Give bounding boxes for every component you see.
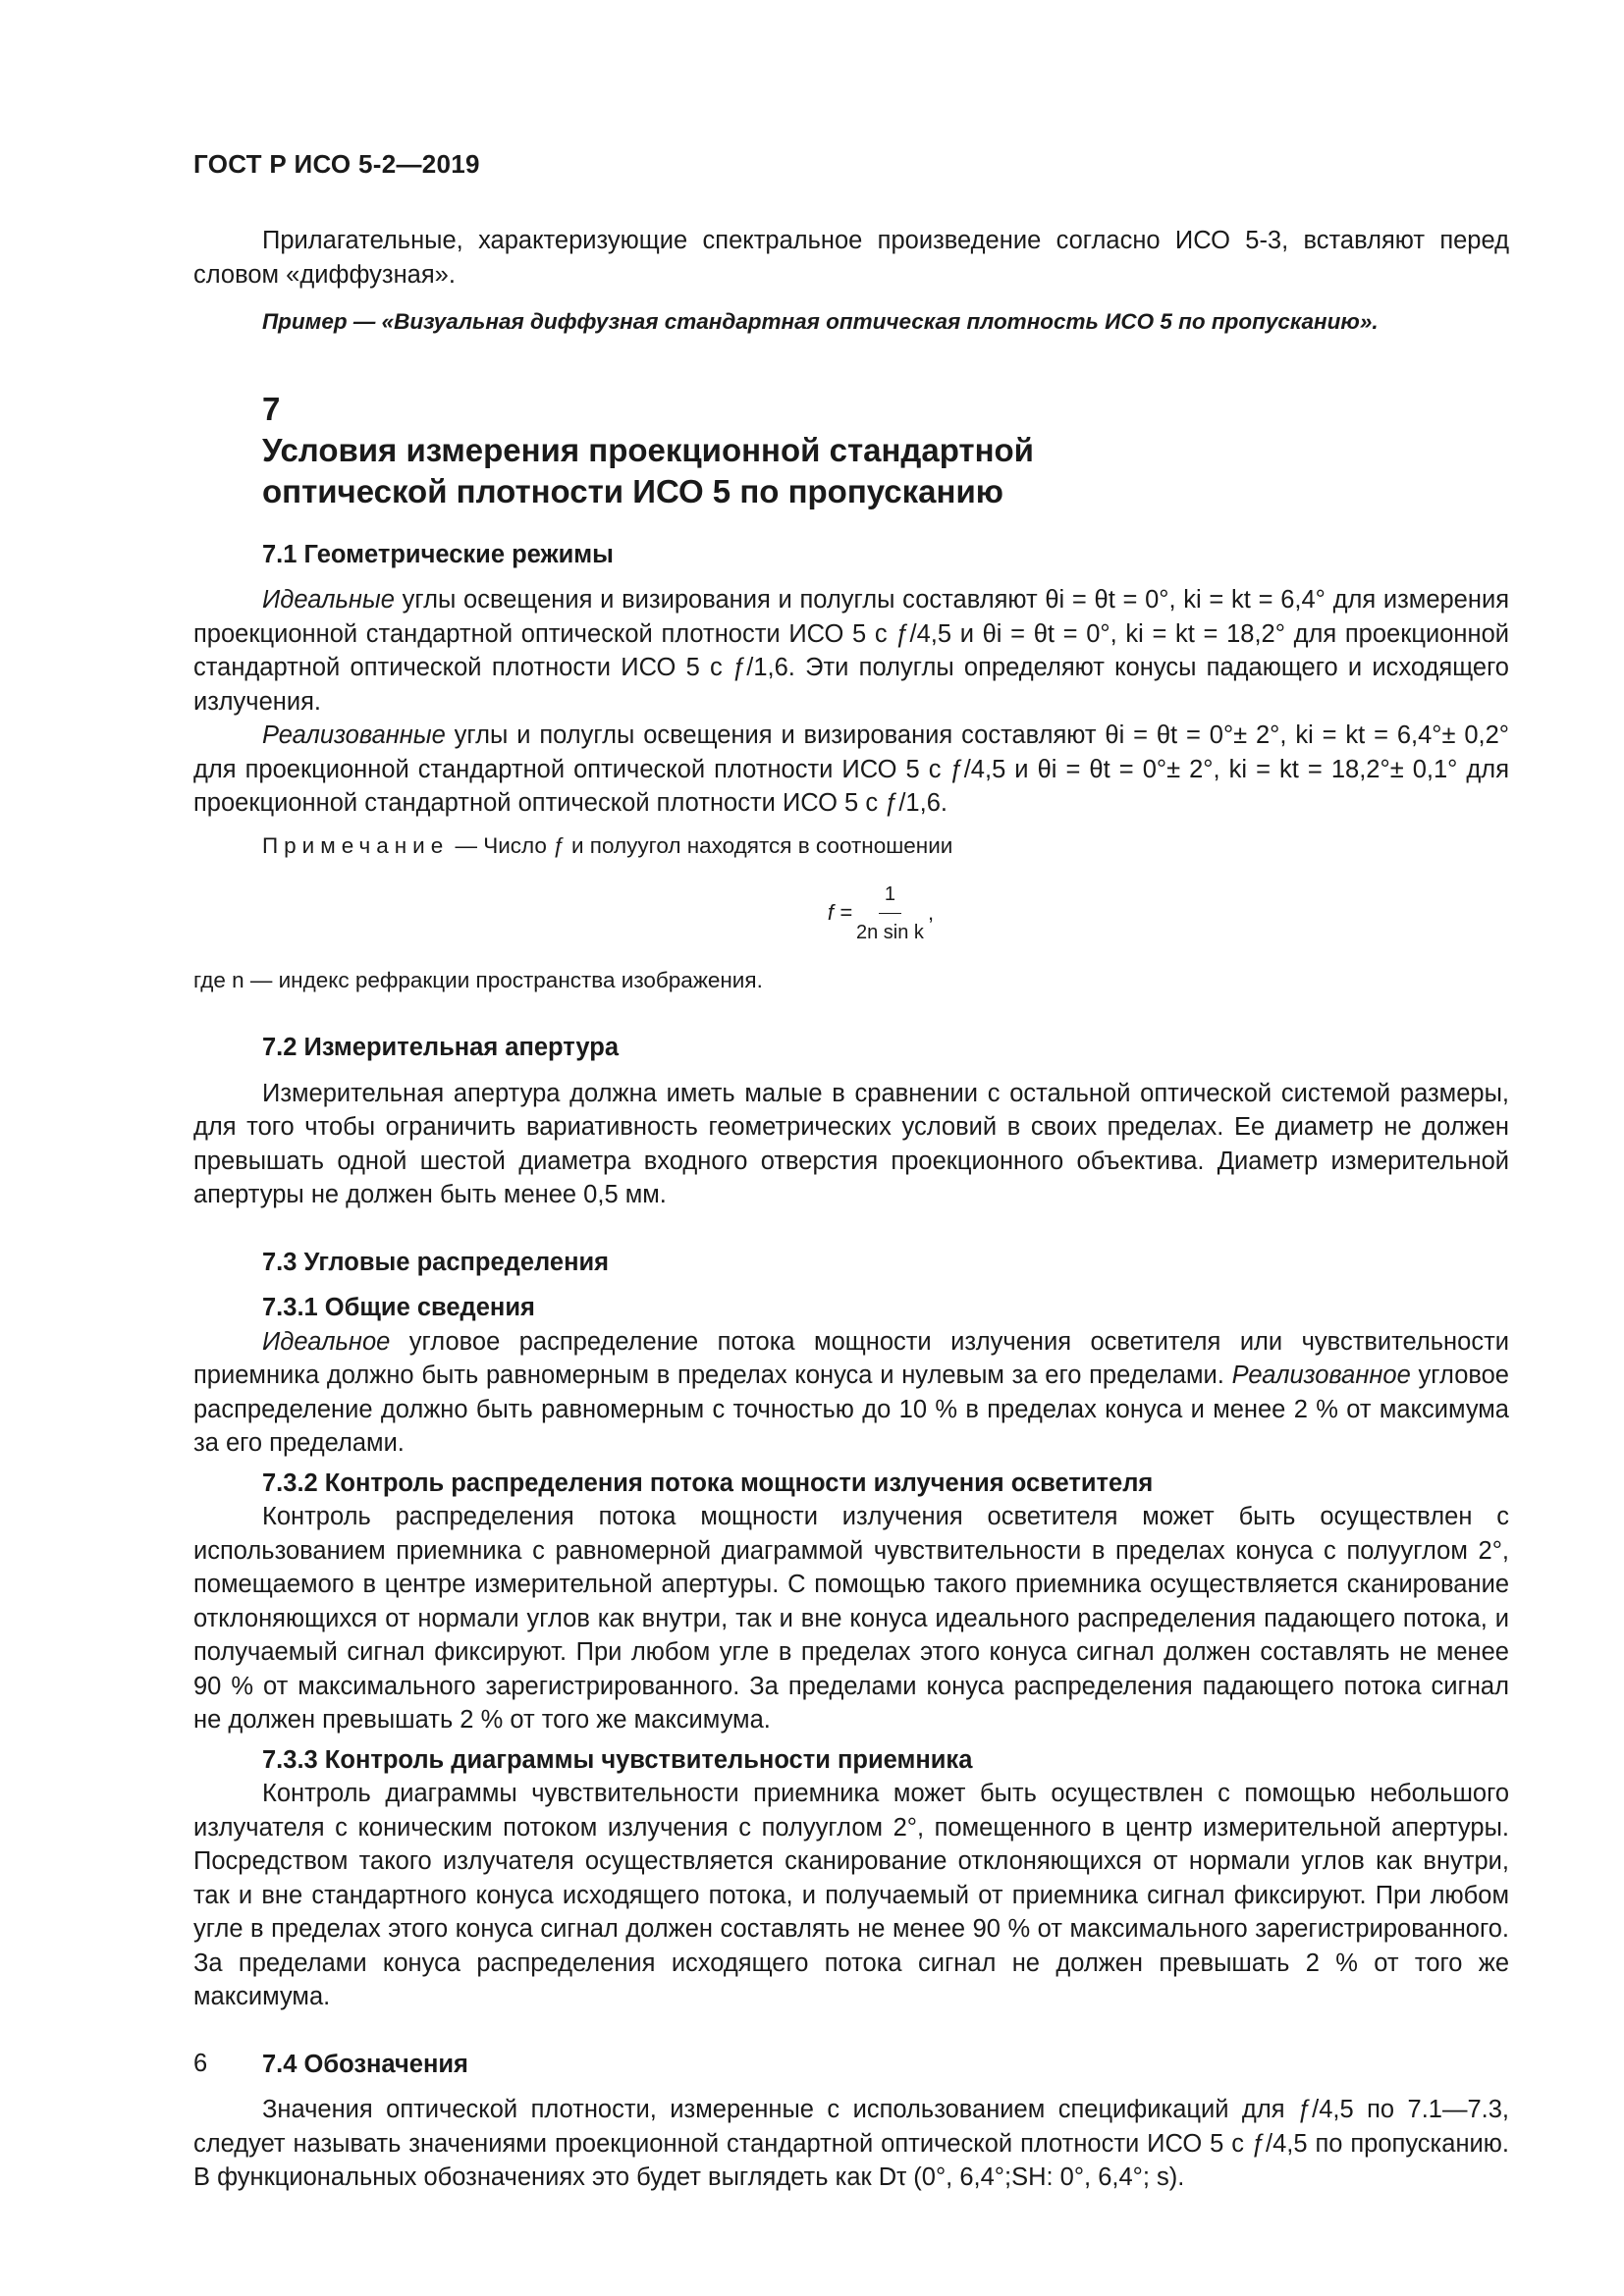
example-line: Пример — «Визуальная диффузная стандартная оптическая плотность ИСО 5 по пропусканию». [262, 309, 1379, 334]
formula-numerator: 1 [879, 878, 901, 915]
formula-tail: , [927, 900, 935, 926]
note-label: Примечание [262, 832, 450, 858]
note-text: — Число ƒ и полуугол находятся в соотношении [449, 832, 953, 858]
paragraph-7-1-realized [193, 719, 1509, 821]
paragraph-7-4: Значения оптической плотности, измеренные с использованием спецификаций для ƒ/4,5 по 7.1—7.3, следует называть значениями проекционной стандартной оптической плотности ИСО 5 с ƒ/4,5 по пропусканию. В функциональных обозначениях это будет выглядеть как Dτ (0°, 6,4°;SH: 0°, 6,4°; s). [193, 2096, 1509, 2191]
formula-denominator: 2n sin k [856, 922, 924, 943]
heading-7-2: 7.2 Измерительная апертура [262, 1034, 620, 1061]
heading-7-1: 7.1 Геометрические режимы [262, 540, 614, 568]
heading-7-3-2: 7.3.2 Контроль распределения потока мощности излучения осветителя [262, 1468, 1154, 1497]
paragraph-7-3-1-text-2: угловое распределение должно быть равномерным с точностью до 10 % в пределах конуса и менее 2 % от максимума за его пределами. [193, 1362, 1509, 1457]
paragraph-7-3-3: Контроль диаграммы чувствительности приемника может быть осуществлен с помощью небольшого излучателя с коническим потоком излучения с полууглом 2°, помещенного в центр измерительной апертуры. Посредством такого излучателя осуществляется сканирование отклоняющихся от нормали углов как внутри, так и вне стандартного конуса исходящего потока, и получаемый от приемника сигнал фиксируют. При любом угле в пределах этого конуса сигнал должен составлять не менее 90 % от максимального зарегистрированного. За пределами конуса распределения исходящего потока сигнал не должен превышать 2 % от того же максимума. [193, 1780, 1509, 2010]
paragraph-7-1-ideal-text: углы освещения и визирования и полуглы составляют θi = θt = 0°, ki = kt = 6,4° для измерения проекционной стандартной оптической плотности ИСО 5 с ƒ/4,5 и θi = θt = 0°, ki = kt = 18,2° для проекционной стандартной оптической плотности ИСО 5 с ƒ/1,6. Эти полуглы определяют конусы падающего и исходящего излучения. [193, 586, 1509, 716]
section-number: 7 [262, 390, 281, 427]
formula-lhs: f = [827, 900, 852, 926]
formula-fraction [856, 878, 924, 950]
section-title-line-1: Условия измерения проекционной стандартной [262, 431, 1034, 468]
emphasis-ideal: Идеальные [262, 586, 395, 614]
intro-paragraph: Прилагательные, характеризующие спектральное произведение согласно ИСО 5-3, вставляют перед словом «диффузная». [193, 227, 1509, 289]
heading-7-3-3: 7.3.3 Контроль диаграммы чувствительности приемника [262, 1745, 973, 1774]
paragraph-7-3-2: Контроль распределения потока мощности излучения осветителя может быть осуществлен с использованием приемника с равномерной диаграммой чувствительности в пределах конуса с полууглом 2°, помещаемого в центре измерительной апертуры. С помощью такого приемника осуществляется сканирование отклоняющихся от нормали углов как внутри, так и вне конуса идеального распределения падающего потока, и получаемый сигнал фиксируют. При любом угле в пределах этого конуса сигнал должен составлять не менее 90 % от максимального зарегистрированного. За пределами конуса распределения падающего потока сигнал не должен превышать 2 % от того же максимума. [193, 1503, 1509, 1734]
section-7-heading [262, 389, 1509, 512]
heading-7-3: 7.3 Угловые распределения [262, 1248, 610, 1276]
heading-7-4: 7.4 Обозначения [262, 2050, 468, 2078]
running-header: ГОСТ Р ИСО 5-2—2019 [193, 149, 480, 179]
paragraph-7-1-realized-text: углы и полуглы освещения и визирования составляют θi = θt = 0°± 2°, ki = kt = 6,4°± 0,2° для проекционной стандартной оптической плотности ИСО 5 с ƒ/4,5 и θi = θt = 0°± 2°, ki = kt = 18,2°± 0,1° для проекционной стандартной оптической плотности ИСО 5 с ƒ/1,6. [193, 721, 1509, 817]
emphasis-ideal-2: Идеальное [262, 1327, 391, 1356]
paragraph-7-3-1-text-1: угловое распределение потока мощности излучения осветителя или чувствительности приемника должно быть равномерным в пределах конуса и нулевым за его пределами. [193, 1327, 1509, 1389]
emphasis-realized-2: Реализованное [1231, 1362, 1411, 1389]
emphasis-realized: Реализованные [262, 721, 446, 749]
heading-7-3-1: 7.3.1 Общие сведения [262, 1294, 535, 1321]
paragraph-7-1-ideal [193, 583, 1509, 719]
section-title-line-2: оптической плотности ИСО 5 по пропусканию [262, 472, 1003, 509]
page-number: 6 [193, 2050, 208, 2077]
formula-where-line: где n — индекс рефракции пространства изображения. [193, 967, 763, 992]
paragraph-7-2: Измерительная апертура должна иметь малые в сравнении с остальной оптической системой размеры, для того чтобы ограничить вариативность геометрических условий в своих пределах. Ее диаметр не должен превышать одной шестой диаметра входного отверстия проекционного объектива. Диаметр измерительной апертуры не должен быть менее 0,5 мм. [193, 1079, 1509, 1208]
page-content [193, 224, 1509, 2195]
formula [193, 878, 1509, 950]
note-block [193, 830, 1509, 862]
paragraph-7-3-1 [193, 1325, 1509, 1461]
